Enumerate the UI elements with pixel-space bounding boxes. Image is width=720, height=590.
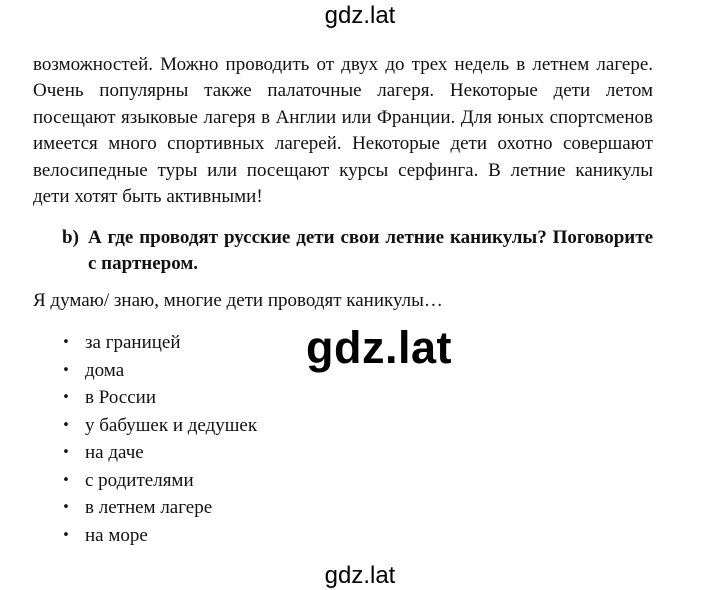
bullet-icon: • — [62, 445, 70, 460]
list-item-label: с родителями — [85, 469, 194, 491]
task-marker: b) — [62, 227, 79, 248]
list-item-label: у бабушек и дедушек — [85, 414, 258, 436]
bullet-icon: • — [62, 390, 70, 405]
list-item-label: в России — [85, 387, 156, 408]
list-item-label: за границей — [85, 332, 181, 353]
bullet-icon: • — [62, 362, 70, 378]
list-item-label: в летнем лагере — [85, 497, 213, 518]
body-paragraph: возможностей. Можно проводить от двух до трех недель в летнем лагере. Очень популярны также палаточные лагеря. Некоторые дети летом посещают языковые лагеря в Англии или Франции. Для юных спортсменов имеется много спортивных лагерей. Некоторые дети охотно совершают велосипедные туры или посещают курсы серфинга. В летние каникулы дети хотят быть активными! — [33, 54, 653, 208]
watermark-middle: gdz.lat — [306, 322, 452, 373]
intro-sentence: Я думаю/ знаю, многие дети проводят каникулы… — [33, 290, 443, 311]
task-text: А где проводят русские дети свои летние каникулы? Поговорите с партнером. — [88, 227, 653, 274]
watermark-top: gdz.lat — [324, 2, 396, 29]
bullet-icon: • — [62, 417, 70, 433]
bullet-icon: • — [62, 335, 70, 350]
list-item-label: на море — [85, 524, 148, 546]
bullet-icon: • — [62, 500, 70, 515]
bullet-icon: • — [62, 472, 70, 488]
watermark-bottom: gdz.lat — [324, 562, 396, 589]
list-item-label: на даче — [85, 442, 144, 463]
task-b — [62, 225, 653, 277]
list-item-label: дома — [85, 359, 125, 381]
bullet-icon: • — [62, 527, 70, 543]
